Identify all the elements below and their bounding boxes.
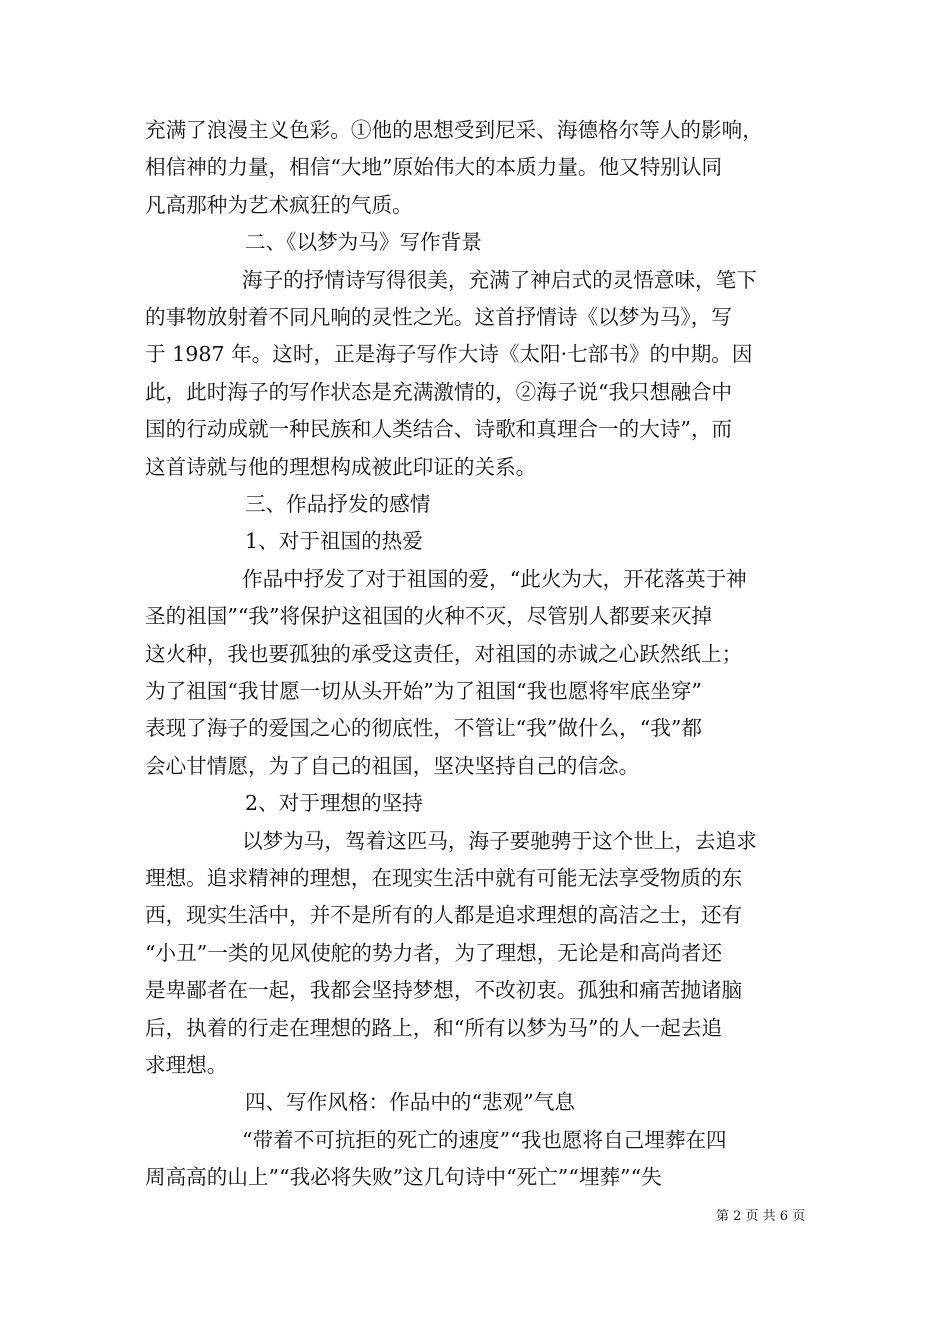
text-line: 后，执着的行走在理想的路上，和“所有以梦为马”的人一起去追 xyxy=(145,1015,723,1040)
page-number-footer: 第 2 页 共 6 页 xyxy=(716,1209,806,1224)
text-line: “小丑”一类的见风使舵的势力者，为了理想，无论是和高尚者还 xyxy=(145,940,723,965)
text-line: 凡高那种为艺术疯狂的气质。 xyxy=(145,192,413,217)
paragraph-first-line: “带着不可抗拒的死亡的速度”“我也愿将自己埋葬在四 xyxy=(242,1127,727,1152)
subsection-heading: 2、对于理想的坚持 xyxy=(245,791,423,816)
text-line: 的事物放射着不同凡响的灵性之光。这首抒情诗《以梦为马》，写 xyxy=(145,305,732,329)
paragraph-first-line: 海子的抒情诗写得很美，充满了神启式的灵悟意味，笔下 xyxy=(242,267,757,292)
text-line: 西，现实生活中，并不是所有的人都是追求理想的高洁之士，还有 xyxy=(145,903,743,928)
text-line: 是卑鄙者在一起，我都会坚持梦想，不改初衷。孤独和痛苦抛诸脑 xyxy=(145,978,743,1003)
text-line: 会心甘情愿，为了自己的祖国，坚决坚持自己的信念。 xyxy=(145,753,640,778)
text-line: 国的行动成就一种民族和人类结合、诗歌和真理合一的大诗”，而 xyxy=(145,417,733,442)
text-line: 这火种，我也要孤独的承受这责任，对祖国的赤诚之心跃然纸上； xyxy=(145,641,743,666)
text-line: 相信神的力量，相信“大地”原始伟大的本质力量。他又特别认同 xyxy=(145,155,723,180)
text-line: 充满了浪漫主义色彩。①他的思想受到尼采、海德格尔等人的影响， xyxy=(145,118,763,142)
text-line: 于 1987 年。这时，正是海子写作大诗《太阳·七部书》的中期。因 xyxy=(145,342,753,367)
text-line: 此，此时海子的写作状态是充满激情的，②海子说“我只想融合中 xyxy=(145,379,733,404)
text-line: 为了祖国“我甘愿一切从头开始”为了祖国“我也愿将牢底坐穿” xyxy=(145,679,702,703)
text-line: 周高高的山上”“我必将失败”这几句诗中“死亡”“埋葬”“失 xyxy=(145,1165,662,1190)
section-heading: 四、写作风格：作品中的“悲观”气息 xyxy=(245,1090,575,1115)
subsection-heading: 1、对于祖国的热爱 xyxy=(245,529,423,554)
section-heading: 三、作品抒发的感情 xyxy=(245,492,431,516)
text-line: 表现了海子的爱国之心的彻底性，不管让“我”做什么，“我”都 xyxy=(145,716,702,741)
text-line: 理想。追求精神的理想，在现实生活中就有可能无法享受物质的东 xyxy=(145,866,743,890)
text-line: 求理想。 xyxy=(145,1053,228,1077)
text-line: 这首诗就与他的理想构成被此印证的关系。 xyxy=(145,454,537,479)
paragraph-first-line: 作品中抒发了对于祖国的爱，“此火为大，开花落英于神 xyxy=(242,566,747,591)
text-line: 圣的祖国”“我”将保护这祖国的火种不灭，尽管别人都要来灭掉 xyxy=(145,604,713,629)
section-heading: 二、《以梦为马》写作背景 xyxy=(245,230,482,255)
paragraph-first-line: 以梦为马，驾着这匹马，海子要驰骋于这个世上，去追求 xyxy=(242,828,757,853)
